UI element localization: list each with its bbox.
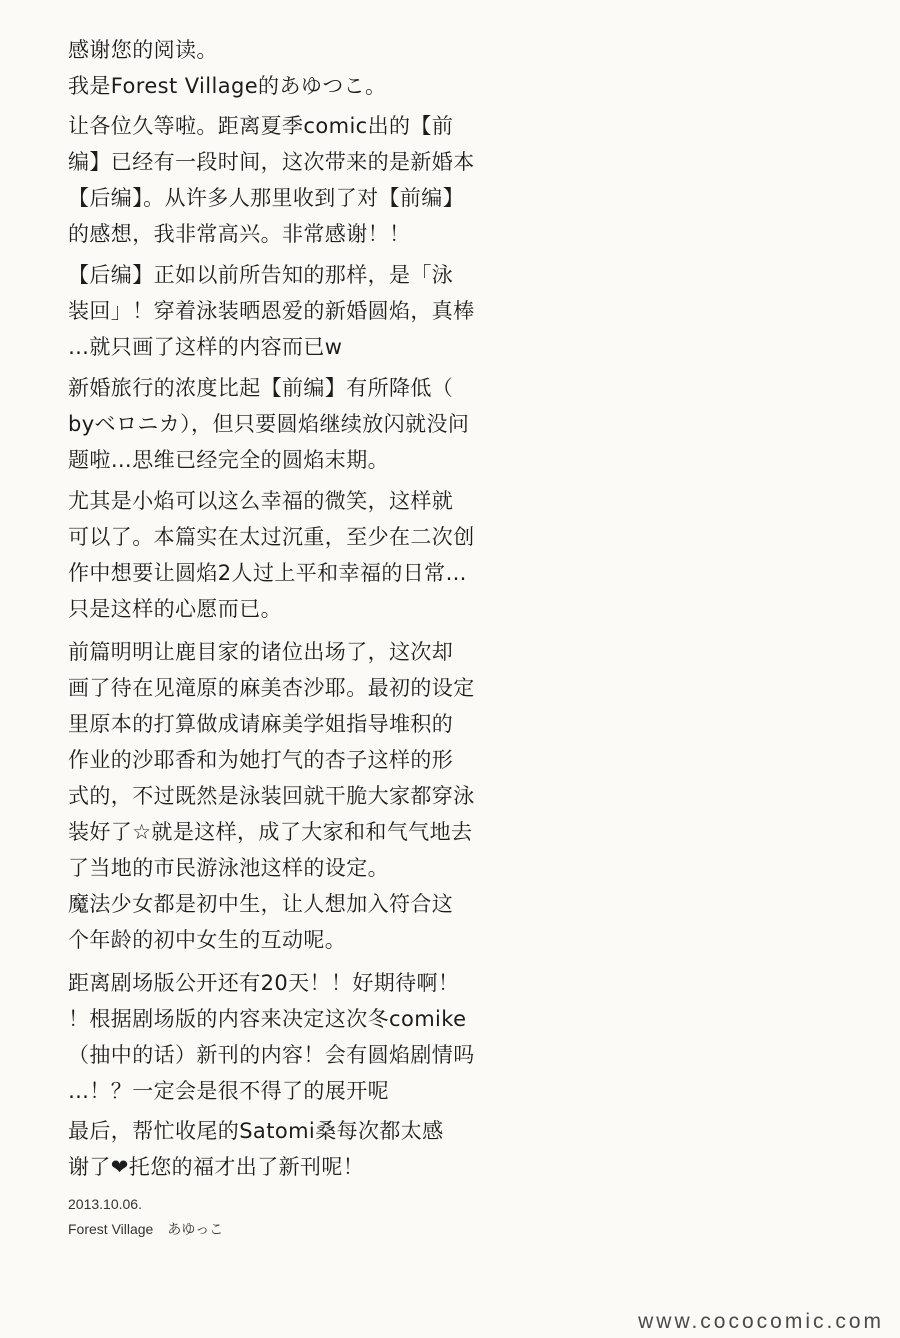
text-line: 式的，不过既然是泳装回就干脆大家都穿泳 (68, 784, 475, 808)
text-line: 了当地的市民游泳池这样的设定。 (68, 856, 389, 880)
intro-line: 我是Forest Village的あゆつこ。 (68, 74, 387, 98)
intro-paragraph (68, 32, 468, 104)
text-line: 装回」！穿着泳装晒恩爱的新婚圆焰，真棒 (68, 299, 475, 323)
paragraph-5 (68, 634, 475, 886)
text-line: …就只画了这样的内容而已w (68, 335, 343, 359)
text-line: （抽中的话）新刊的内容！会有圆焰剧情吗 (68, 1043, 475, 1067)
text-line: 谢了❤托您的福才出了新刊呢！ (68, 1155, 365, 1179)
text-line: 新婚旅行的浓度比起【前编】有所降低（ (68, 376, 454, 400)
paragraph-2 (68, 257, 475, 365)
text-line: 让各位久等啦。距离夏季comic出的【前 (68, 114, 454, 138)
text-line: 里原本的打算做成请麻美学姐指导堆积的 (68, 712, 454, 736)
text-line: 【后编】正如以前所告知的那样，是「泳 (68, 263, 454, 287)
text-line: 编】已经有一段时间，这次带来的是新婚本 (68, 150, 475, 174)
signature-name: Forest Village あゆっこ (68, 1221, 224, 1237)
signature-date: 2013.10.06. (68, 1196, 142, 1212)
text-line: 最后，帮忙收尾的Satomi桑每次都太感 (68, 1119, 444, 1143)
text-line: ！根据剧场版的内容来决定这次冬comike (68, 1007, 467, 1031)
paragraph-8 (68, 1113, 468, 1185)
text-line: 装好了☆就是这样，成了大家和和气气地去 (68, 820, 473, 844)
text-line: 画了待在见滝原的麻美杏沙耶。最初的设定 (68, 676, 475, 700)
signature-block (68, 1192, 223, 1242)
text-line: 前篇明明让鹿目家的诸位出场了，这次却 (68, 640, 454, 664)
paragraph-4 (68, 483, 475, 627)
paragraph-6 (68, 886, 468, 958)
text-line: 魔法少女都是初中生，让人想加入符合这 (68, 892, 454, 916)
site-watermark: www.cococomic.com (638, 1310, 884, 1333)
text-line: 作中想要让圆焰2人过上平和幸福的日常… (68, 561, 467, 585)
text-line: 尤其是小焰可以这么幸福的微笑，这样就 (68, 489, 454, 513)
intro-line: 感谢您的阅读。 (68, 38, 218, 62)
paragraph-1 (68, 108, 475, 252)
text-line: byベロニカ），但只要圆焰继续放闪就没问 (68, 412, 470, 436)
paragraph-3 (68, 370, 468, 478)
text-line: 作业的沙耶香和为她打气的杏子这样的形 (68, 748, 454, 772)
text-line: 个年龄的初中女生的互动呢。 (68, 928, 347, 952)
text-line: …！？一定会是很不得了的展开呢 (68, 1079, 389, 1103)
text-line: 题啦…思维已经完全的圆焰末期。 (68, 448, 389, 472)
text-line: 的感想，我非常高兴。非常感谢！！ (68, 222, 411, 246)
text-line: 距离剧场版公开还有20天！！好期待啊！ (68, 971, 460, 995)
paragraph-7 (68, 965, 475, 1109)
text-line: 可以了。本篇实在太过沉重，至少在二次创 (68, 525, 475, 549)
text-line: 只是这样的心愿而已。 (68, 597, 282, 621)
text-line: 【后编】。从许多人那里收到了对【前编】 (68, 186, 465, 210)
